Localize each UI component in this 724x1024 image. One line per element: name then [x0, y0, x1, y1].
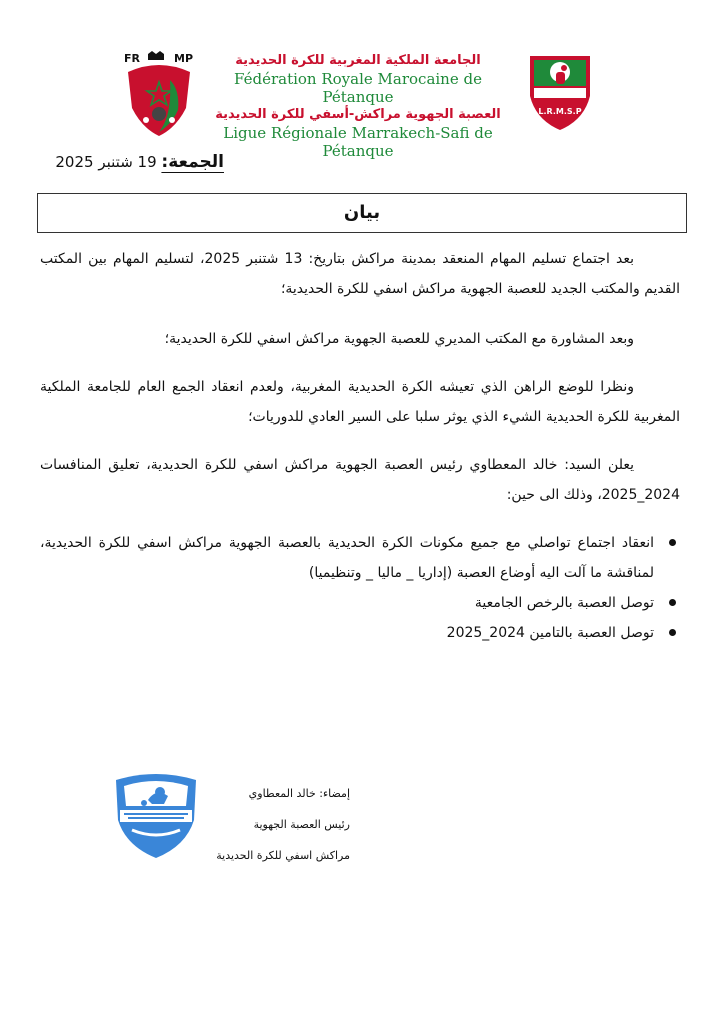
- logo-text-mp: MP: [174, 52, 194, 65]
- federation-name-fr: Fédération Royale Marocaine de Pétanque: [234, 70, 482, 106]
- date-label: الجمعة:: [161, 152, 224, 172]
- paragraph-1: بعد اجتماع تسليم المهام المنعقد بمدينة مراكش بتاريخ: 13 شتنبر 2025، لتسليم المهام بين المكتب القديم والمكتب الجديد للعصبة الجهوية مراكش اسفي للكرة الحديدية؛: [40, 251, 680, 297]
- paragraph-3: ونظرا للوضع الراهن الذي تعيشه الكرة الحديدية المغربية، ولعدم انعقاد الجمع العام للجامعة الملكية المغربية للكرة الحديدية الشيء الذي يوثر سلبا على السير العادي للدوريات؛: [40, 379, 680, 425]
- statement-body: [40, 244, 680, 648]
- paragraph-4: يعلن السيد: خالد المعطاوي رئيس العصبة الجهوية مراكش اسفي للكرة الحديدية، تعليق المنافسات 2024_2025، وذلك الى حين:: [40, 457, 680, 503]
- league-name-ar: العصبة الجهوية مراكش-أسفي للكرة الحديدية: [215, 107, 501, 122]
- lrmsp-logo-icon: [524, 50, 596, 132]
- letterhead: [0, 0, 724, 160]
- signature-org: مراكش اسفي للكرة الحديدية: [216, 849, 350, 862]
- conditions-list: [40, 528, 680, 648]
- logo-text-fr: FR: [124, 52, 140, 65]
- list-item: [40, 618, 654, 648]
- paragraph-2: وبعد المشاورة مع المكتب المديري للعصبة الجهوية مراكش اسفي للكرة الحديدية؛: [164, 331, 634, 347]
- date-line: [44, 150, 224, 174]
- league-stamp-icon: [110, 770, 202, 860]
- league-name-fr: Ligue Régionale Marrakech-Safi de Pétanque: [223, 124, 493, 160]
- list-item: [40, 588, 654, 618]
- bullet-icon: [669, 599, 676, 606]
- signature-line: إمضاء: خالد المعطاوي: [248, 787, 350, 800]
- organization-names: [198, 52, 518, 160]
- federation-name-ar: الجامعة الملكية المغربية للكرة الحديدية: [235, 53, 481, 68]
- bullet-icon: [669, 539, 676, 546]
- list-item: [40, 528, 654, 588]
- frmp-logo-icon: [120, 50, 198, 138]
- lrmsp-logo-text: L.R.M.S.P: [538, 107, 582, 116]
- list-item-text: توصل العصبة بالتامين 2024_2025: [446, 625, 654, 641]
- signature-block: [190, 778, 350, 871]
- bullet-icon: [669, 629, 676, 636]
- list-item-text: توصل العصبة بالرخص الجامعية: [474, 595, 654, 611]
- signature-title: رئيس العصبة الجهوية: [253, 818, 350, 831]
- document-title: بيان: [37, 193, 687, 233]
- list-item-text: انعقاد اجتماع تواصلي مع جميع مكونات الكرة الحديدية بالعصبة الجهوية مراكش اسفي للكرة الحديدية، لمناقشة ما آلت اليه أوضاع العصبة (إداريا _ ماليا _ وتنظيميا): [40, 535, 654, 581]
- date-value: 19 شتنبر 2025: [55, 153, 157, 171]
